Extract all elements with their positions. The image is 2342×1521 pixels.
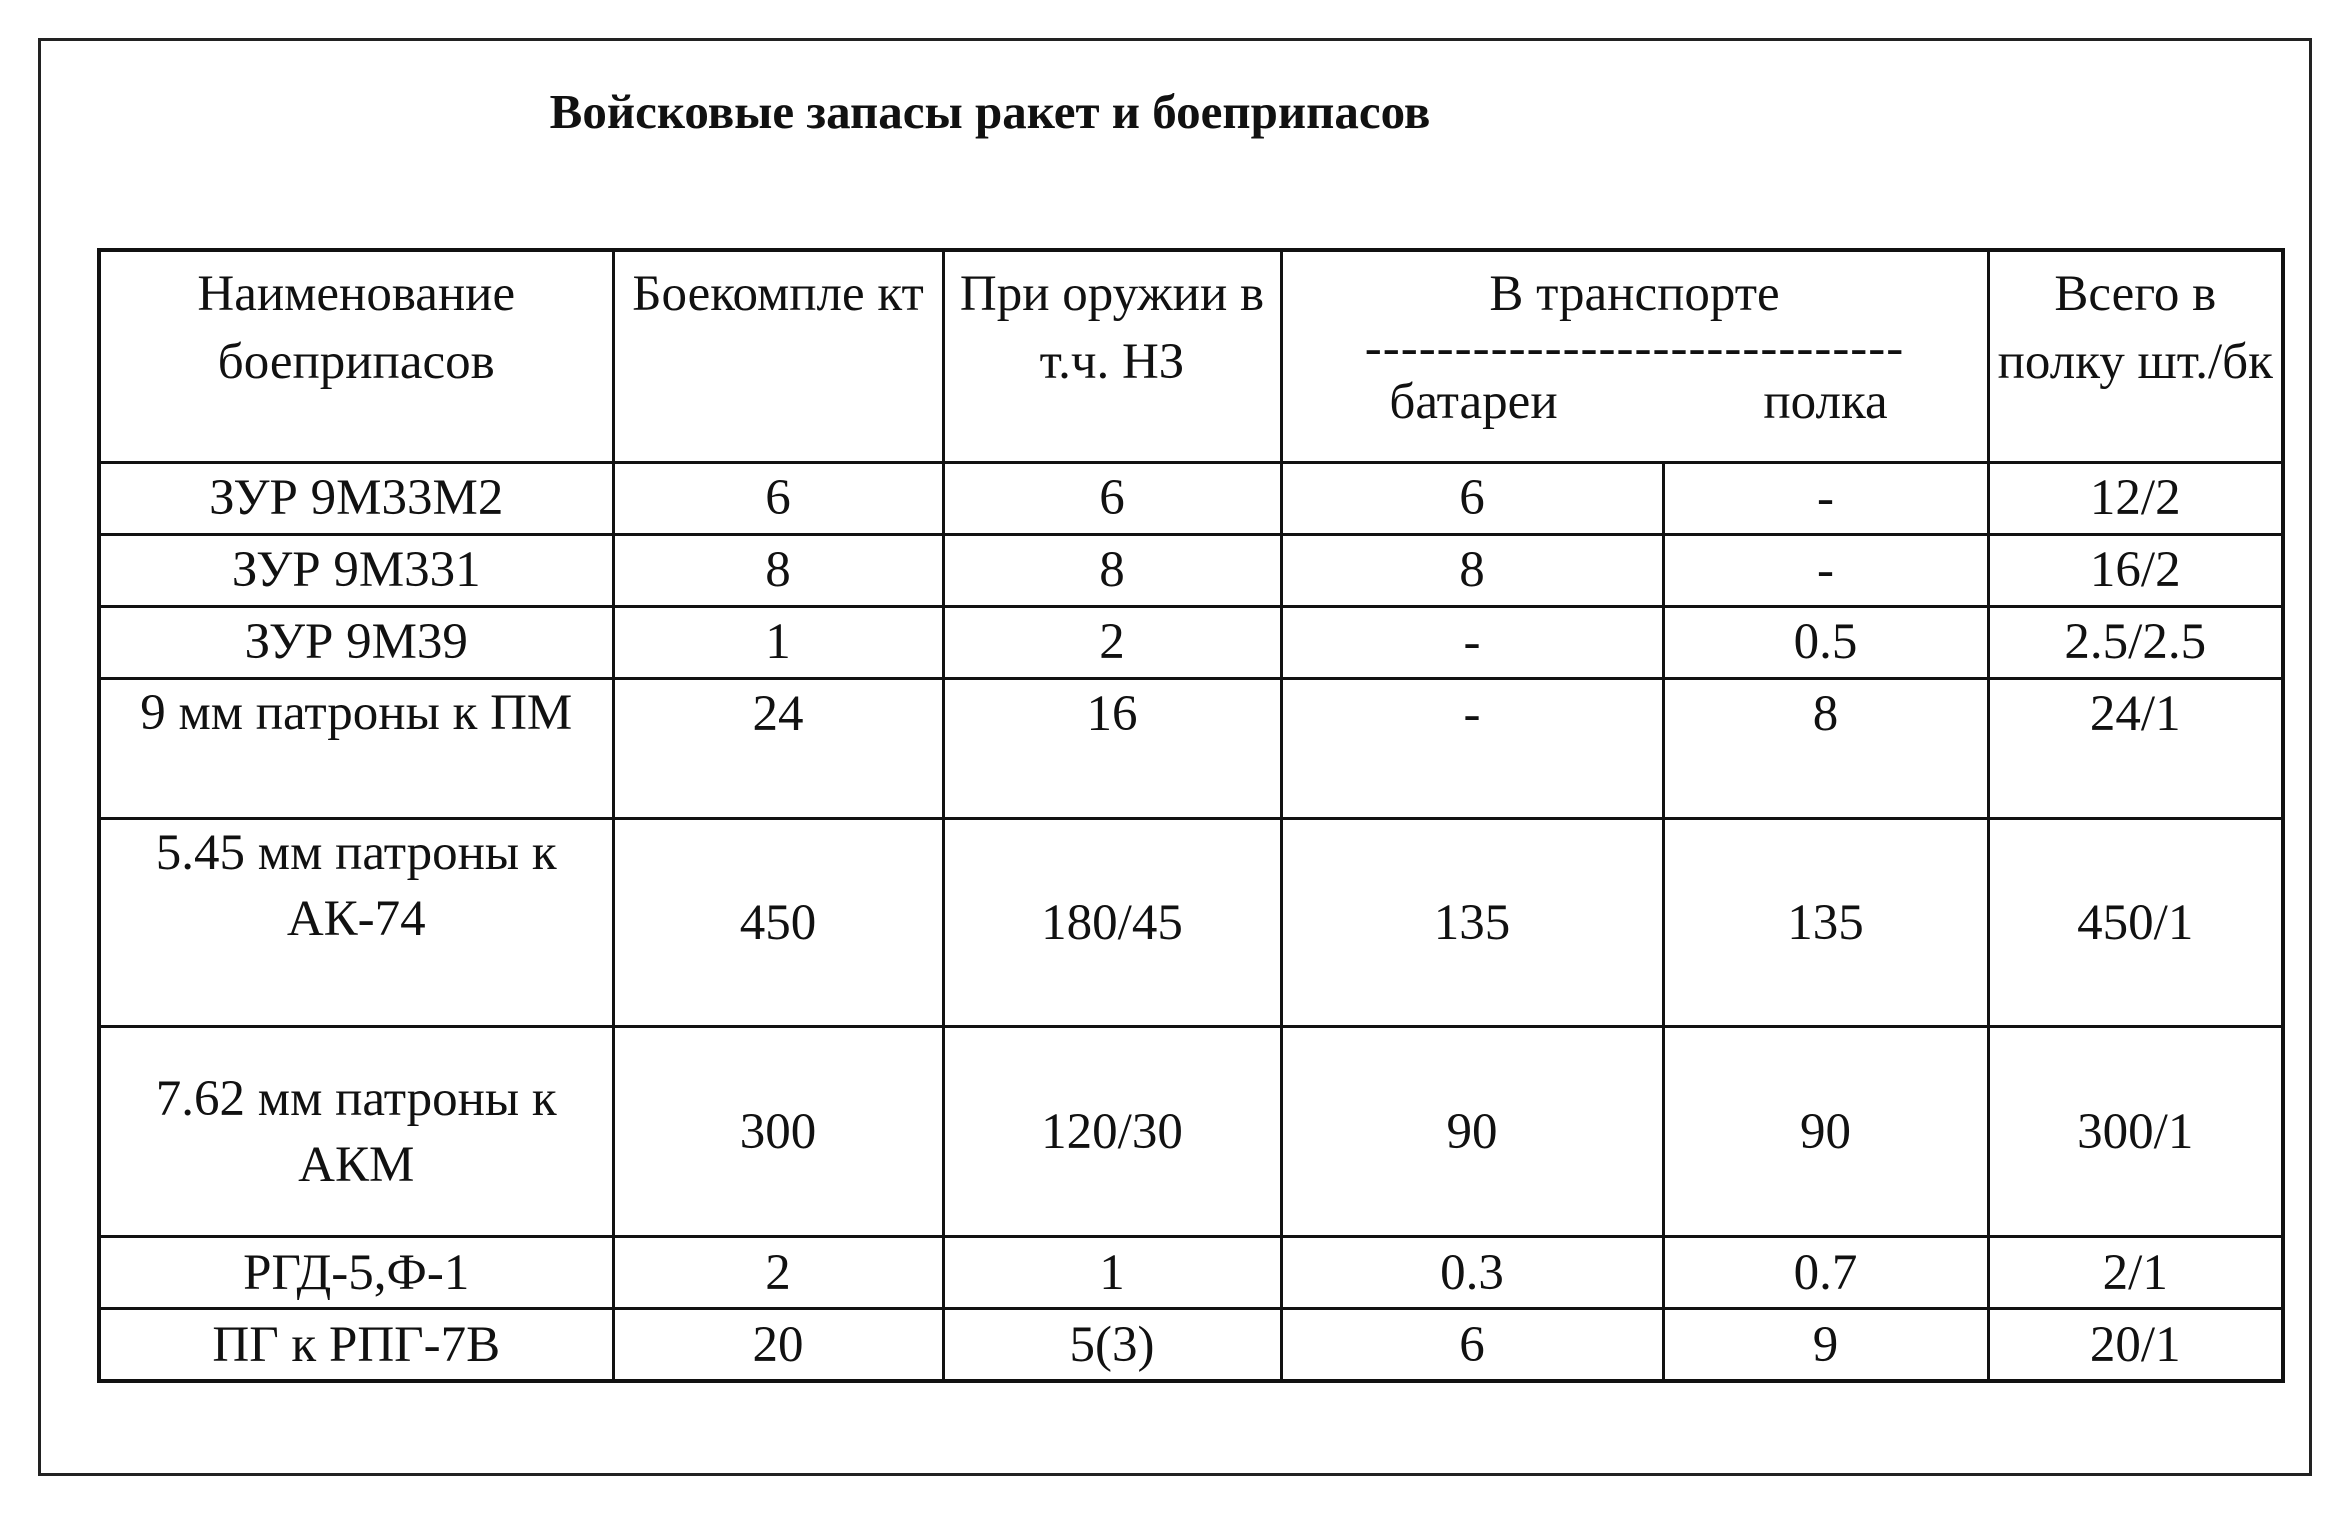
cell-name: РГД-5,Ф-1: [99, 1237, 613, 1309]
cell-regiment: 90: [1663, 1027, 1988, 1237]
cell-regiment: 0.7: [1663, 1237, 1988, 1309]
cell-combat-load: 8: [613, 534, 943, 606]
cell-with-weapon: 6: [943, 462, 1281, 534]
table-row: [99, 678, 2283, 818]
cell-with-weapon: 2: [943, 606, 1281, 678]
cell-with-weapon: 8: [943, 534, 1281, 606]
table-row: [99, 534, 2283, 606]
header-in-transport: [1281, 250, 1988, 462]
cell-regiment: 9: [1663, 1309, 1988, 1381]
cell-total: 2.5/2.5: [1988, 606, 2283, 678]
cell-battery: 6: [1281, 1309, 1663, 1381]
cell-battery: -: [1281, 606, 1663, 678]
cell-regiment: 8: [1663, 678, 1988, 818]
ammo-stock-table: [97, 248, 2285, 1383]
table-row: [99, 1237, 2283, 1309]
cell-name: ЗУР 9М331: [99, 534, 613, 606]
cell-total: 450/1: [1988, 818, 2283, 1026]
cell-name: 9 мм патроны к ПМ: [99, 678, 613, 818]
cell-regiment: -: [1663, 462, 1988, 534]
cell-combat-load: 6: [613, 462, 943, 534]
cell-combat-load: 300: [613, 1027, 943, 1237]
table-row: [99, 818, 2283, 1026]
header-in-transport-title: В транспорте: [1489, 266, 1780, 322]
cell-battery: 135: [1281, 818, 1663, 1026]
cell-regiment: -: [1663, 534, 1988, 606]
cell-battery: -: [1281, 678, 1663, 818]
cell-with-weapon: 1: [943, 1237, 1281, 1309]
cell-regiment: 0.5: [1663, 606, 1988, 678]
cell-name: ЗУР 9М39: [99, 606, 613, 678]
cell-combat-load: 20: [613, 1309, 943, 1381]
header-transport-divider: ------------------------------: [1364, 328, 1905, 368]
document-title: Войсковые запасы ракет и боеприпасов: [549, 84, 1431, 139]
cell-combat-load: 450: [613, 818, 943, 1026]
cell-total: 16/2: [1988, 534, 2283, 606]
cell-with-weapon: 180/45: [943, 818, 1281, 1026]
cell-regiment: 135: [1663, 818, 1988, 1026]
cell-combat-load: 24: [613, 678, 943, 818]
table-row: [99, 606, 2283, 678]
cell-total: 24/1: [1988, 678, 2283, 818]
cell-battery: 90: [1281, 1027, 1663, 1237]
cell-battery: 6: [1281, 462, 1663, 534]
cell-total: 2/1: [1988, 1237, 2283, 1309]
cell-total: 300/1: [1988, 1027, 2283, 1237]
cell-total: 20/1: [1988, 1309, 2283, 1381]
cell-combat-load: 2: [613, 1237, 943, 1309]
table-row: [99, 462, 2283, 534]
cell-battery: 8: [1281, 534, 1663, 606]
cell-total: 12/2: [1988, 462, 2283, 534]
cell-name: 5.45 мм патроны к АК-74: [99, 818, 613, 1026]
cell-with-weapon: 5(3): [943, 1309, 1281, 1381]
header-combat-load: Боекомпле кт: [613, 250, 943, 462]
table-row: [99, 1027, 2283, 1237]
table-row: [99, 1309, 2283, 1381]
cell-name: ПГ к РПГ-7В: [99, 1309, 613, 1381]
cell-combat-load: 1: [613, 606, 943, 678]
cell-with-weapon: 16: [943, 678, 1281, 818]
cell-battery: 0.3: [1281, 1237, 1663, 1309]
header-with-weapon: При оружии в т.ч. НЗ: [943, 250, 1281, 462]
cell-with-weapon: 120/30: [943, 1027, 1281, 1237]
table-header-row: [99, 250, 2283, 462]
cell-name: 7.62 мм патроны к АКМ: [99, 1027, 613, 1237]
header-total: Всего в полку шт./бк: [1988, 250, 2283, 462]
header-name: Наименование боеприпасов: [99, 250, 613, 462]
header-regiment: полка: [1763, 374, 1888, 430]
cell-name: ЗУР 9М33М2: [99, 462, 613, 534]
header-battery: батареи: [1389, 374, 1558, 430]
